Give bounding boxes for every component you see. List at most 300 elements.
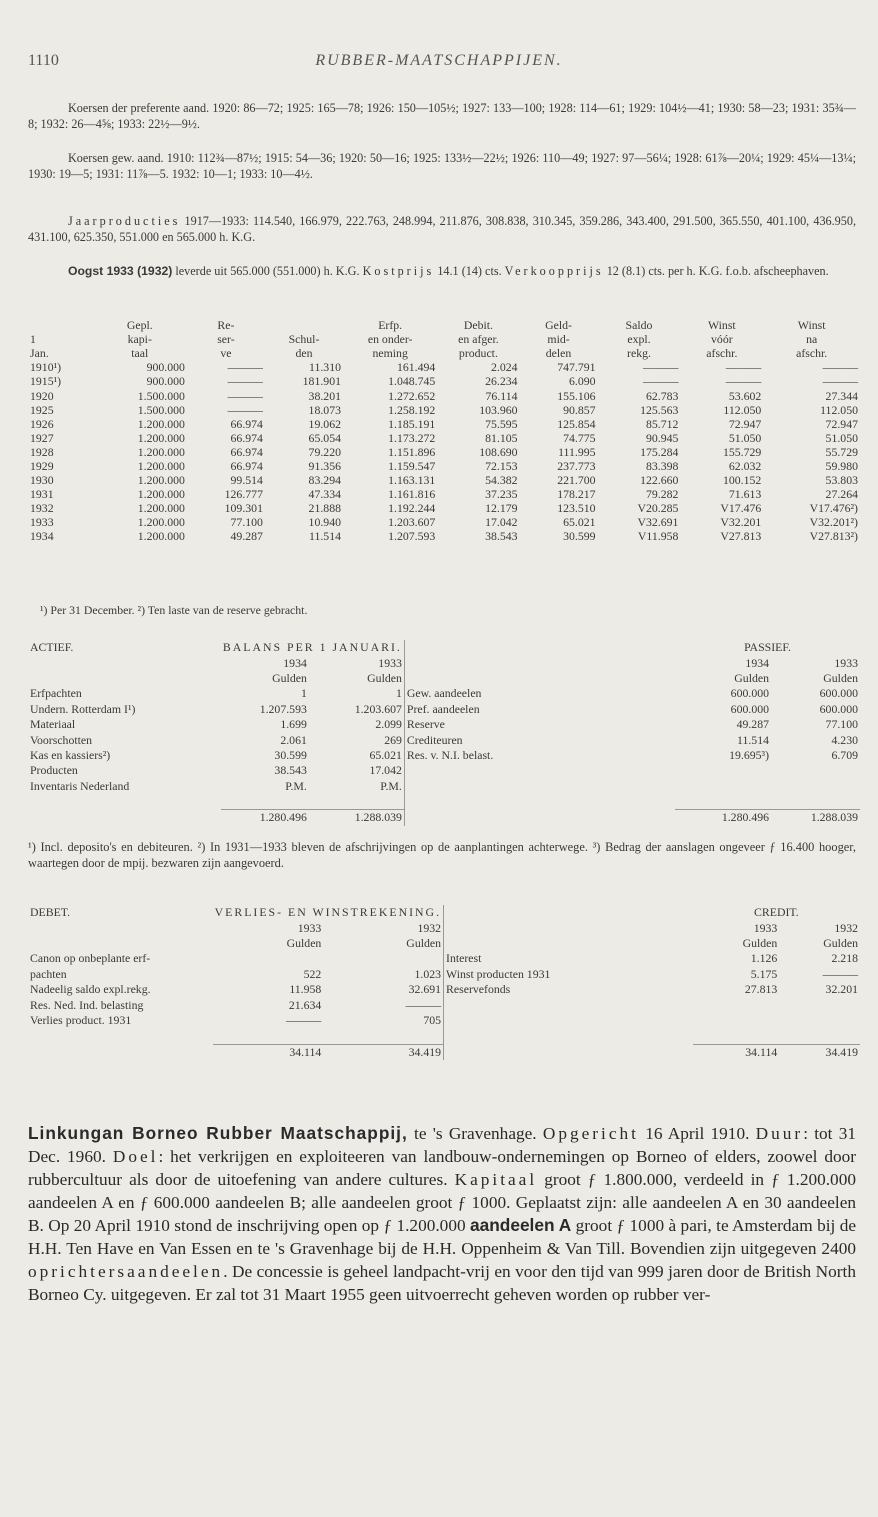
spacer-row [28, 1028, 860, 1044]
value-cell: 99.514 [230, 473, 263, 488]
asset-label: Voorschotten [30, 732, 93, 747]
spacer-cell [28, 920, 213, 935]
sale-text: 12 (8.1) cts. per h. K.G. f.o.b. afscheephaven. [606, 264, 829, 278]
company-name: Linkungan Borneo Rubber Maatschappij, [28, 1123, 408, 1143]
empty-cell [221, 794, 309, 810]
founded-text: 16 April 1910. [638, 1124, 756, 1143]
right-item-label: Pref. aandeelen [406, 701, 480, 716]
right-year-b: 1932 [834, 920, 858, 935]
right-item-label: Winst producten 1931 [446, 966, 551, 981]
value-cell: 1.258.192 [388, 402, 436, 417]
value-cell: 66.974 [230, 430, 263, 445]
empty-cell [28, 1028, 213, 1044]
balance-left-title: ACTIEF. [30, 640, 74, 655]
value-cell: 65.054 [308, 430, 341, 445]
value-cell: V20.285 [637, 501, 679, 516]
empty-cell [771, 794, 860, 810]
value-cell: ——— [227, 374, 263, 389]
debit-label: Res. Ned. Ind. belasting [30, 997, 144, 1012]
value-cell: 77.100 [230, 515, 263, 530]
year-cell: 1928 [30, 444, 54, 459]
column-header-8: afschr. [706, 346, 738, 361]
value-cell: ——— [227, 402, 263, 417]
right-year-a: 1933 [753, 920, 778, 935]
empty-cell [444, 1013, 693, 1028]
column-header-0 [28, 318, 93, 332]
right-item-value-b: 32.201 [825, 982, 858, 997]
value-cell: 1.161.816 [388, 487, 436, 502]
asset-value-a: 1.207.593 [259, 701, 307, 716]
value-cell: 1.207.593 [388, 529, 436, 544]
asset-label: Inventaris Nederland [30, 778, 130, 793]
value-cell: 90.857 [563, 402, 596, 417]
right-total-a: 1.280.496 [675, 810, 771, 826]
column-header-0: Jan. [30, 346, 49, 361]
value-cell: ——— [725, 360, 762, 375]
value-cell: ——— [227, 360, 263, 375]
year-cell: 1931 [30, 487, 54, 502]
value-cell: ——— [643, 374, 679, 389]
empty-cell [693, 1013, 780, 1028]
table-row [28, 417, 860, 431]
value-cell: 6.090 [569, 374, 596, 389]
value-cell: 66.974 [230, 416, 263, 431]
spacer-cell [404, 655, 675, 670]
account-row [28, 1013, 860, 1028]
year-cell: 1934 [30, 529, 54, 544]
balance-sheet [28, 640, 860, 826]
balance-right-title: PASSIEF. [744, 640, 791, 655]
asset-label: Undern. Rotterdam I¹) [30, 701, 136, 716]
debit-value-b: 32.691 [323, 982, 443, 997]
right-item-value-a: 11.514 [737, 732, 770, 747]
empty-cell [444, 997, 693, 1012]
right-item-value-b: 6.709 [831, 747, 858, 762]
debit-value-b: ——— [323, 997, 443, 1012]
value-cell: 1.048.745 [388, 374, 436, 389]
account-row [28, 702, 860, 717]
value-cell: 51.050 [728, 430, 762, 445]
left-total-b: 1.288.039 [309, 810, 405, 826]
table-row [28, 459, 860, 473]
column-header-9: Winst [797, 318, 826, 333]
year-cell: 1933 [30, 515, 54, 530]
unit-row [28, 671, 860, 686]
spacer-cell [28, 1044, 213, 1060]
company-description [28, 1122, 856, 1306]
value-cell: 1.163.131 [388, 473, 436, 488]
debit-value-b [323, 951, 443, 966]
year-header-row [28, 920, 860, 935]
empty-cell [28, 794, 221, 810]
table-row [28, 445, 860, 459]
column-header-5: Debit. [463, 318, 494, 333]
table-row [28, 515, 860, 529]
table-row [28, 529, 860, 543]
preferred-share-prices: Koersen der preferente aand. 1920: 86—72; 1925: 165—78; 1926: 150—105½; 1927: 133—100; 1928: 114—61; 1929: 104½—41; 1930: 58—23; 1931: 35¾—8; 1932: 26—4⅝; 1933: 22½—9½. [28, 101, 856, 131]
column-header-5: en afger. [458, 332, 499, 347]
value-cell: 83.398 [645, 458, 679, 473]
value-cell: 1.200.000 [137, 430, 185, 445]
year-cell: 1920 [30, 388, 54, 403]
value-cell: 47.334 [308, 487, 341, 502]
value-cell: 181.901 [302, 374, 341, 389]
column-header-5: product. [458, 346, 498, 361]
annual-productions [28, 214, 856, 245]
value-cell: 10.940 [308, 515, 341, 530]
right-item-value-a: 5.175 [750, 966, 778, 981]
company-seat: te 's Gravenhage. [407, 1124, 537, 1143]
value-cell: 1.185.191 [388, 416, 436, 431]
column-header-3 [265, 318, 343, 332]
value-cell: 1.200.000 [137, 487, 185, 502]
empty-cell [675, 763, 771, 778]
running-title: RUBBER-MAATSCHAPPIJEN. [315, 52, 563, 69]
empty-cell [779, 1028, 860, 1044]
year-cell: 1927 [30, 430, 54, 445]
spacer-cell [28, 655, 221, 670]
column-header-6: Geld- [545, 318, 572, 333]
column-header-8: vóór [711, 332, 733, 347]
value-cell: V32.201 [720, 515, 762, 530]
value-cell: 30.599 [563, 529, 596, 544]
right-item-label: Interest [446, 951, 482, 966]
value-cell: 1.173.272 [388, 430, 436, 445]
column-header-7: rekg. [627, 346, 651, 361]
debit-label: Canon op onbeplante erf- [30, 951, 151, 966]
year-cell: 1932 [30, 501, 54, 516]
value-cell: 71.613 [728, 487, 762, 502]
value-cell: V27.813 [720, 529, 762, 544]
value-cell: 108.690 [479, 444, 518, 459]
duration-text: : tot 31 Dec. 1960. [28, 1124, 856, 1167]
spacer-cell [444, 1044, 693, 1060]
value-cell: 112.050 [723, 402, 762, 417]
balance-title-spacer [404, 640, 675, 655]
column-header-1: Gepl. [126, 318, 153, 333]
value-cell: 1.200.000 [137, 444, 185, 459]
value-cell: 21.888 [308, 501, 341, 516]
capital-text: groot ƒ 1.800.000, verdeeld in ƒ 1.200.000 aandeelen A en ƒ 600.000 aandeelen B; alle aandeelen groot ƒ 1000. Geplaatst zijn: alle aandeelen A en 30 aandeelen B. Op 20 April 1910 stond de inschrijving open op ƒ 1.200.000 [28, 1170, 856, 1236]
value-cell: 1.200.000 [137, 501, 185, 516]
value-cell: 72.153 [485, 458, 518, 473]
column-header-2: Re- [217, 318, 235, 333]
value-cell: 175.284 [640, 444, 679, 459]
value-cell: 38.201 [308, 388, 341, 403]
value-cell: 91.356 [308, 458, 341, 473]
asset-value-b: 2.099 [309, 717, 405, 732]
asset-value-a: 30.599 [274, 747, 307, 762]
value-cell: 49.287 [230, 529, 263, 544]
value-cell: 26.234 [485, 374, 518, 389]
left-unit-a: Gulden [286, 935, 322, 950]
right-unit-b: Gulden [823, 935, 858, 950]
value-cell: 155.106 [557, 388, 596, 403]
value-cell: V17.476 [720, 501, 762, 516]
value-cell: 125.854 [557, 416, 596, 431]
value-cell: 122.660 [640, 473, 679, 488]
value-cell: 18.073 [308, 402, 341, 417]
empty-cell [404, 763, 675, 778]
asset-label: Erfpachten [30, 686, 82, 701]
right-item-label: Res. v. N.I. belast. [406, 747, 494, 762]
table-header-row [28, 318, 860, 332]
table-row [28, 360, 860, 374]
left-total-a: 34.114 [213, 1044, 324, 1060]
right-item-value-a: 600.000 [730, 701, 770, 716]
right-item-value-b: 77.100 [825, 717, 858, 732]
spacer-cell [28, 936, 213, 951]
empty-cell [213, 1028, 324, 1044]
harvest-label: Oogst 1933 (1932) [68, 264, 173, 278]
column-header-2: ve [220, 346, 232, 361]
year-cell: 1930 [30, 473, 54, 488]
value-cell: 53.602 [728, 388, 762, 403]
column-header-3: Schul- [288, 332, 320, 347]
value-cell: 2.024 [490, 360, 518, 375]
left-year-a: 1934 [283, 655, 307, 670]
shares-label: aandeelen A [470, 1215, 572, 1236]
value-cell: 85.712 [645, 416, 679, 431]
column-header-2: ser- [217, 332, 235, 347]
value-cell: 75.595 [485, 416, 518, 431]
left-year-b: 1933 [309, 655, 405, 670]
value-cell: 81.105 [485, 430, 518, 445]
value-cell: 1.192.244 [388, 501, 436, 516]
value-cell: 90.945 [645, 430, 679, 445]
page-header [28, 52, 850, 74]
value-cell: 155.729 [722, 444, 762, 459]
table-row [28, 473, 860, 487]
pl-right-title: CREDIT. [754, 905, 799, 920]
asset-value-b: 269 [309, 732, 405, 747]
asset-value-a: P.M. [285, 778, 307, 793]
value-cell: 237.773 [557, 458, 596, 473]
value-cell: 126.777 [224, 487, 263, 502]
table-header-row [28, 332, 860, 346]
column-header-7: expl. [627, 332, 651, 347]
value-cell: 12.179 [485, 501, 518, 516]
balance-title: BALANS PER 1 JANUARI. [221, 640, 405, 655]
year-cell: 1915¹) [30, 374, 62, 389]
asset-value-b: 1 [309, 686, 405, 701]
column-header-1: taal [131, 346, 149, 361]
right-total-b: 1.288.039 [771, 810, 860, 826]
harvest-text: leverde uit 565.000 (551.000) h. K.G. [175, 264, 360, 278]
value-cell: 1.200.000 [137, 515, 185, 530]
column-header-0: 1 [30, 332, 36, 347]
value-cell: ——— [643, 360, 679, 375]
empty-cell [323, 1028, 443, 1044]
value-cell: 112.050 [820, 402, 858, 417]
value-cell: 1.200.000 [137, 416, 185, 431]
value-cell: ——— [822, 360, 858, 375]
debit-label: pachten [30, 966, 67, 981]
spacer-cell [444, 920, 693, 935]
debit-value-a: 522 [303, 966, 322, 981]
value-cell: 11.310 [308, 360, 341, 375]
table-header-row [28, 346, 860, 360]
column-header-7: Saldo [625, 318, 653, 333]
unit-row [28, 936, 860, 951]
value-cell: V32.201²) [809, 515, 858, 530]
column-header-4: en onder- [367, 332, 413, 347]
empty-cell [675, 794, 771, 810]
value-cell: 72.947 [728, 416, 762, 431]
right-item-value-b: 2.218 [831, 951, 858, 966]
right-year-a: 1934 [745, 655, 770, 670]
asset-value-a: 1 [300, 686, 307, 701]
value-cell: 19.062 [308, 416, 341, 431]
year-cell: 1925 [30, 402, 54, 417]
empty-cell [675, 779, 771, 794]
right-total-a: 34.114 [693, 1044, 780, 1060]
value-cell: 38.543 [485, 529, 518, 544]
value-cell: 76.114 [485, 388, 518, 403]
asset-label: Kas en kassiers²) [30, 747, 111, 762]
right-item-label: Crediteuren [406, 732, 463, 747]
value-cell: 900.000 [146, 374, 185, 389]
right-unit-b: Gulden [823, 670, 858, 685]
empty-cell [779, 997, 860, 1012]
debit-value-a [213, 951, 324, 966]
value-cell: 79.220 [308, 444, 341, 459]
capital-label: Kapitaal [454, 1170, 538, 1190]
right-unit-a: Gulden [734, 670, 770, 685]
right-year-b: 1933 [834, 655, 858, 670]
right-item-value-b: ——— [822, 966, 858, 981]
spacer-cell [28, 810, 221, 826]
left-unit-b: Gulden [323, 936, 443, 951]
founders-text: . De concessie is geheel landpacht-vrij en voor den tijd van 999 jaren door de British North Borneo Cy. uitgegeven. Er zal tot 31 Maart 1955 geen uitvoerrecht geheven worden op rubber ver- [28, 1262, 856, 1305]
value-cell: V27.813²) [809, 529, 858, 544]
account-row [28, 967, 860, 982]
right-item-value-b: 600.000 [819, 686, 858, 701]
table-row [28, 374, 860, 388]
page-number: 1110 [28, 52, 59, 69]
value-cell: 1.151.896 [388, 444, 436, 459]
right-total-b: 34.419 [779, 1044, 860, 1060]
table-row [28, 388, 860, 402]
cost-text: 14.1 (14) cts. [437, 264, 502, 278]
value-cell: 178.217 [557, 487, 596, 502]
empty-cell [779, 1013, 860, 1028]
value-cell: 55.729 [825, 444, 858, 459]
debit-value-a: 21.634 [288, 997, 322, 1012]
value-cell: 123.510 [557, 501, 596, 516]
account-row [28, 779, 860, 794]
pl-left-title: DEBET. [30, 905, 71, 920]
year-cell: 1929 [30, 458, 54, 473]
financial-history-table [28, 318, 860, 544]
value-cell: 72.947 [825, 416, 858, 431]
value-cell: 51.050 [825, 430, 858, 445]
value-cell: 59.980 [825, 458, 858, 473]
left-unit-b: Gulden [309, 671, 405, 686]
column-header-4: Erfp. [378, 318, 403, 333]
column-header-9: afschr. [796, 346, 828, 361]
left-total-a: 1.280.496 [221, 810, 309, 826]
pl-title-spacer [444, 905, 693, 920]
right-item-value-b: 600.000 [819, 701, 858, 716]
pl-title: VERLIES- EN WINSTREKENING. [213, 905, 444, 920]
account-row [28, 748, 860, 763]
column-header-1: kapi- [127, 332, 152, 347]
right-item-value-b: 4.230 [831, 732, 858, 747]
empty-cell [771, 763, 860, 778]
year-cell: 1926 [30, 416, 54, 431]
value-cell: 27.344 [825, 388, 858, 403]
value-cell: 100.152 [722, 473, 762, 488]
debit-value-b: 705 [323, 1013, 443, 1028]
value-cell: 109.301 [224, 501, 263, 516]
value-cell: ——— [822, 374, 858, 389]
column-header-6: mid- [547, 332, 570, 347]
value-cell: 83.294 [308, 473, 341, 488]
value-cell: 1.272.652 [388, 388, 436, 403]
value-cell: 1.200.000 [137, 458, 185, 473]
right-item-label: Reservefonds [446, 982, 511, 997]
duration-label: Duur [755, 1124, 804, 1143]
value-cell: V17.476²) [809, 501, 858, 516]
value-cell: 66.974 [230, 444, 263, 459]
value-cell: 53.803 [825, 473, 858, 488]
right-item-value-a: 600.000 [730, 686, 770, 701]
account-row [28, 732, 860, 747]
asset-value-b: P.M. [309, 779, 405, 794]
value-cell: 27.264 [825, 487, 858, 502]
account-row [28, 982, 860, 997]
table-row [28, 501, 860, 515]
value-cell: 1.500.000 [137, 402, 185, 417]
value-cell: 62.783 [645, 388, 679, 403]
totals-row [28, 810, 860, 826]
value-cell: 125.563 [640, 402, 679, 417]
productions-text: 1917—1933: 114.540, 166.979, 222.763, 248.994, 211.876, 308.838, 310.345, 359.286, 343.400, 291.500, 365.550, 401.100, 436.950, 431.100, 625.350, 551.000 en 565.000 h. K.G. [28, 214, 857, 244]
aim-label: Doel [112, 1147, 159, 1167]
value-cell: 1.203.607 [388, 515, 436, 530]
value-cell: 747.791 [557, 360, 596, 375]
cost-label: Kostprijs [362, 264, 435, 278]
account-row [28, 951, 860, 966]
spacer-row [28, 794, 860, 810]
harvest-note [28, 264, 856, 280]
value-cell: 66.974 [230, 458, 263, 473]
balance-footnote: ¹) Incl. deposito's en debiteuren. ²) In 1931—1933 bleven de afschrijvingen op de aanplantingen achterwege. ³) Bedrag der aanslagen ongeveer ƒ 16.400 hooger, waartegen door de mpij. bezwaren zijn aangevoerd. [28, 840, 856, 870]
value-cell: 111.995 [558, 444, 596, 459]
column-header-8: Winst [707, 318, 736, 333]
asset-value-a: 2.061 [280, 732, 307, 747]
value-cell: 1.200.000 [137, 529, 185, 544]
left-unit-a: Gulden [272, 670, 307, 685]
value-cell: 103.960 [479, 402, 518, 417]
founded-label: Opgericht [542, 1124, 639, 1143]
value-cell: V11.958 [637, 529, 679, 544]
empty-cell [693, 997, 780, 1012]
value-cell: 11.514 [308, 529, 341, 544]
value-cell: ——— [725, 374, 762, 389]
year-cell: 1910¹) [30, 360, 62, 375]
right-item-value-a: 1.126 [750, 951, 778, 966]
spacer-cell [444, 936, 693, 951]
asset-label: Materiaal [30, 717, 76, 732]
value-cell: ——— [227, 388, 263, 403]
empty-cell [444, 1028, 693, 1044]
table-row [28, 431, 860, 445]
column-header-6: delen [545, 346, 572, 361]
left-year-a: 1933 [297, 920, 322, 935]
asset-value-b: 17.042 [309, 763, 405, 778]
